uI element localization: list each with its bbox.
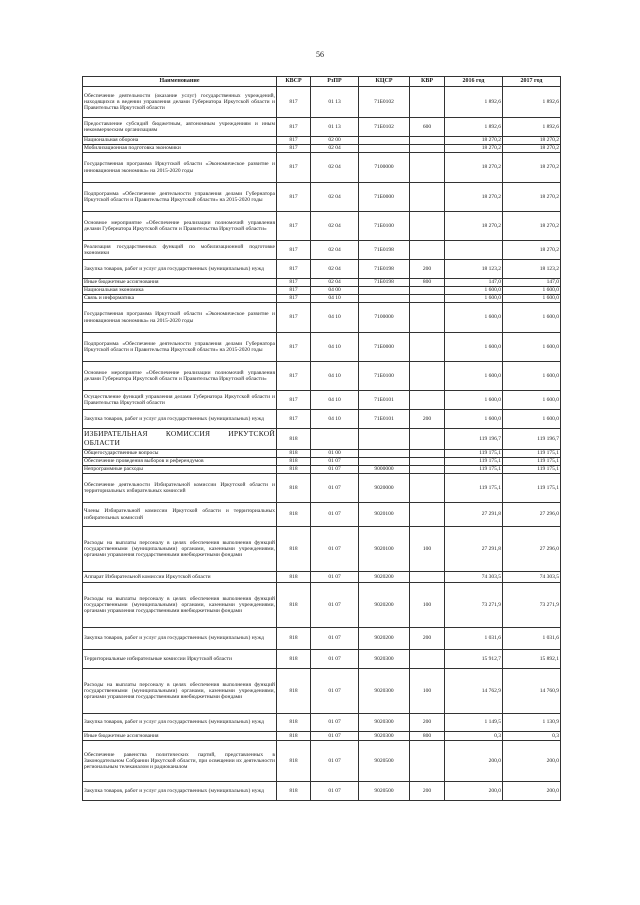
cell-kvsr: 818: [277, 474, 311, 503]
cell-2017: 1 600,0: [503, 295, 561, 303]
cell-2016: 1 600,0: [445, 295, 503, 303]
cell-2017: 18 270,2: [503, 183, 561, 212]
cell-kcsr: 9020000: [359, 474, 410, 503]
table-row: [83, 450, 561, 458]
cell-kcsr: 71Б0101: [359, 410, 410, 429]
cell-kvr: [410, 137, 445, 145]
cell-kvsr: 818: [277, 741, 311, 782]
cell-kcsr: [359, 458, 410, 466]
cell-kvsr: 818: [277, 650, 311, 669]
cell-rzpr: 04 10: [311, 333, 359, 362]
cell-kvr: [410, 287, 445, 295]
cell-rzpr: 01 07: [311, 527, 359, 572]
cell-2017: 18 270,2: [503, 153, 561, 183]
cell-rzpr: 02 04: [311, 279, 359, 287]
cell-rzpr: 02 04: [311, 241, 359, 260]
table-row: [83, 583, 561, 628]
cell-name: Закупка товаров, работ и услуг для государственных (муниципальных) нужд: [83, 782, 277, 801]
cell-kcsr: 7100000: [359, 303, 410, 333]
cell-name: Подпрограмма «Обеспечение деятельности управления делами Губернатора Иркутской области и Правительства Иркутской области» на 2015-2020 годы: [83, 183, 277, 212]
cell-name: Мобилизационная подготовка экономики: [83, 145, 277, 153]
cell-2017: 0,3: [503, 732, 561, 741]
cell-2016: 1 600,0: [445, 410, 503, 429]
cell-2017: 18 270,2: [503, 212, 561, 241]
cell-kcsr: 71Б0100: [359, 362, 410, 391]
cell-kvsr: 818: [277, 527, 311, 572]
budget-table: [82, 76, 561, 801]
cell-name: Осуществление функций управления делами Губернатора Иркутской области и Правительства Иркутской области: [83, 391, 277, 410]
cell-2016: 73 271,9: [445, 583, 503, 628]
page-number: 56: [316, 50, 324, 59]
table-row: [83, 153, 561, 183]
table-row: [83, 287, 561, 295]
cell-rzpr: 04 10: [311, 362, 359, 391]
cell-2016: 1 892,6: [445, 87, 503, 118]
cell-2016: 0,3: [445, 732, 503, 741]
cell-rzpr: 01 07: [311, 458, 359, 466]
cell-2017: 18 123,2: [503, 260, 561, 279]
cell-kvr: [410, 741, 445, 782]
cell-kcsr: [359, 450, 410, 458]
cell-name: Национальная экономика: [83, 287, 277, 295]
cell-kvr: [410, 458, 445, 466]
cell-2016: 200,0: [445, 741, 503, 782]
cell-2016: 18 270,2: [445, 153, 503, 183]
cell-kvr: [410, 391, 445, 410]
cell-kvr: 200: [410, 260, 445, 279]
cell-2016: 119 196,7: [445, 429, 503, 450]
cell-kcsr: 71Б0000: [359, 183, 410, 212]
cell-kcsr: 71Б0101: [359, 391, 410, 410]
cell-2016: 27 291,8: [445, 527, 503, 572]
cell-name: Иные бюджетные ассигнования: [83, 279, 277, 287]
cell-kvr: 600: [410, 118, 445, 137]
cell-name: Закупка товаров, работ и услуг для государственных (муниципальных) нужд: [83, 628, 277, 650]
cell-2016: 1 600,0: [445, 333, 503, 362]
cell-2017: 200,0: [503, 782, 561, 801]
cell-2017: 119 175,1: [503, 474, 561, 503]
cell-2016: 119 175,1: [445, 466, 503, 474]
cell-kvsr: 818: [277, 669, 311, 714]
table-row: [83, 145, 561, 153]
cell-kvsr: 817: [277, 260, 311, 279]
cell-kcsr: 9020300: [359, 669, 410, 714]
cell-kcsr: 9020500: [359, 741, 410, 782]
cell-kcsr: 71Б0198: [359, 241, 410, 260]
cell-kcsr: [359, 137, 410, 145]
cell-kvsr: 817: [277, 362, 311, 391]
table-row: [83, 732, 561, 741]
cell-rzpr: 01 07: [311, 503, 359, 527]
cell-2017: 1 600,0: [503, 362, 561, 391]
cell-name: Закупка товаров, работ и услуг для государственных (муниципальных) нужд: [83, 410, 277, 429]
cell-kvsr: 818: [277, 714, 311, 732]
cell-kvr: [410, 362, 445, 391]
cell-kvr: [410, 212, 445, 241]
cell-kvr: [410, 87, 445, 118]
cell-kvsr: 817: [277, 145, 311, 153]
table-body: [83, 87, 561, 801]
cell-name: Основное мероприятие «Обеспечение реализации полномочий управления делами Губернатора Иркутской области и Правительства Иркутской области»: [83, 212, 277, 241]
cell-kcsr: 9020500: [359, 782, 410, 801]
cell-2016: 74 303,5: [445, 572, 503, 583]
cell-kvr: [410, 333, 445, 362]
cell-rzpr: 01 07: [311, 669, 359, 714]
cell-rzpr: 01 07: [311, 628, 359, 650]
cell-2017: 14 760,9: [503, 669, 561, 714]
cell-name: Обеспечение равенства политических партий, представленных в Законодательном Собрании Иркутской области, при освещении их деятельности региональным телеканалом и радиоканалом: [83, 741, 277, 782]
cell-2016: 1 600,0: [445, 287, 503, 295]
table-row: [83, 527, 561, 572]
cell-kcsr: 9020200: [359, 583, 410, 628]
table-row: [83, 669, 561, 714]
cell-kvsr: 817: [277, 287, 311, 295]
cell-kvr: 800: [410, 732, 445, 741]
cell-2016: 18 270,2: [445, 183, 503, 212]
cell-rzpr: 02 04: [311, 145, 359, 153]
header-2017: 2017 год: [503, 77, 561, 87]
cell-name: Расходы на выплаты персоналу в целях обеспечения выполнения функций государственными (муниципальными) органами, казенными учреждениями, органами управления государственными внебюджетными фондами: [83, 527, 277, 572]
table-row: [83, 183, 561, 212]
header-2016: 2016 год: [445, 77, 503, 87]
cell-name: Иные бюджетные ассигнования: [83, 732, 277, 741]
cell-kvsr: 818: [277, 782, 311, 801]
table-row: [83, 279, 561, 287]
cell-kvr: 100: [410, 527, 445, 572]
cell-kvsr: 818: [277, 572, 311, 583]
cell-2017: 27 296,0: [503, 503, 561, 527]
cell-rzpr: 04 10: [311, 410, 359, 429]
cell-name: Подпрограмма «Обеспечение деятельности управления делами Губернатора Иркутской области и Правительства Иркутской области» на 2015-2020 годы: [83, 333, 277, 362]
cell-name: Обеспечение проведения выборов и референдумов: [83, 458, 277, 466]
cell-kvr: [410, 466, 445, 474]
cell-rzpr: 04 10: [311, 295, 359, 303]
cell-rzpr: [311, 429, 359, 450]
cell-rzpr: 01 07: [311, 583, 359, 628]
table-row: [83, 458, 561, 466]
cell-kvr: [410, 145, 445, 153]
cell-kcsr: 71Б0100: [359, 212, 410, 241]
cell-kvsr: 817: [277, 118, 311, 137]
table-row: [83, 503, 561, 527]
cell-kvr: [410, 572, 445, 583]
cell-2016: 15 912,7: [445, 650, 503, 669]
cell-kvr: [410, 295, 445, 303]
table-row: [83, 429, 561, 450]
cell-2017: 1 130,9: [503, 714, 561, 732]
cell-kvsr: 817: [277, 212, 311, 241]
cell-2017: 27 296,0: [503, 527, 561, 572]
cell-kvsr: 818: [277, 458, 311, 466]
cell-kcsr: 9020100: [359, 503, 410, 527]
cell-2016: 1 600,0: [445, 362, 503, 391]
table-row: [83, 741, 561, 782]
table-row: [83, 137, 561, 145]
cell-kvr: [410, 153, 445, 183]
table-row: [83, 295, 561, 303]
cell-name: Закупка товаров, работ и услуг для государственных (муниципальных) нужд: [83, 260, 277, 279]
cell-kcsr: [359, 145, 410, 153]
cell-name: Основное мероприятие «Обеспечение реализации полномочий управления делами Губернатора Иркутской области и Правительства Иркутской области»: [83, 362, 277, 391]
cell-kvsr: 817: [277, 279, 311, 287]
cell-2016: 18 270,2: [445, 212, 503, 241]
cell-kvsr: 817: [277, 410, 311, 429]
table-row: [83, 628, 561, 650]
cell-2016: 1 892,6: [445, 118, 503, 137]
table-row: [83, 118, 561, 137]
cell-2016: 119 175,1: [445, 474, 503, 503]
table-row: [83, 782, 561, 801]
cell-kvsr: 818: [277, 450, 311, 458]
header-rzpr: РзПР: [311, 77, 359, 87]
table-row: [83, 391, 561, 410]
cell-kvr: [410, 503, 445, 527]
cell-name: Реализация государственных функций по мобилизационной подготовке экономики: [83, 241, 277, 260]
cell-kvsr: 817: [277, 391, 311, 410]
cell-kvsr: 817: [277, 241, 311, 260]
cell-name: Обеспечение деятельности Избирательной комиссии Иркутской области и территориальных избирательных комиссий: [83, 474, 277, 503]
cell-kvr: 200: [410, 410, 445, 429]
cell-2017: 147,0: [503, 279, 561, 287]
table-row: [83, 410, 561, 429]
cell-kcsr: 9020300: [359, 650, 410, 669]
cell-2017: 119 175,1: [503, 458, 561, 466]
cell-2017: 119 175,1: [503, 466, 561, 474]
cell-rzpr: 02 04: [311, 183, 359, 212]
cell-2016: 1 031,6: [445, 628, 503, 650]
cell-rzpr: 01 07: [311, 466, 359, 474]
cell-kvr: 800: [410, 279, 445, 287]
cell-2016: 1 600,0: [445, 303, 503, 333]
cell-2017: 119 196,7: [503, 429, 561, 450]
cell-2017: 18 270,2: [503, 241, 561, 260]
cell-2017: 200,0: [503, 741, 561, 782]
cell-2016: 1 600,0: [445, 391, 503, 410]
cell-name: Аппарат Избирательной комиссии Иркутской области: [83, 572, 277, 583]
cell-kvsr: 818: [277, 583, 311, 628]
cell-kvsr: 818: [277, 466, 311, 474]
cell-2017: 119 175,1: [503, 450, 561, 458]
cell-kcsr: 9020200: [359, 572, 410, 583]
cell-kvr: [410, 241, 445, 260]
cell-2016: 27 291,8: [445, 503, 503, 527]
cell-kvsr: 817: [277, 137, 311, 145]
cell-kcsr: [359, 429, 410, 450]
cell-kvsr: 817: [277, 303, 311, 333]
cell-2017: 15 892,1: [503, 650, 561, 669]
cell-2016: 18 270,2: [445, 137, 503, 145]
cell-name: Общегосударственные вопросы: [83, 450, 277, 458]
table-row: [83, 303, 561, 333]
cell-name: Члены Избирательной комиссии Иркутской области и территориальных избирательных комиссий: [83, 503, 277, 527]
cell-rzpr: 02 04: [311, 260, 359, 279]
cell-kvr: [410, 429, 445, 450]
cell-2017: 1 600,0: [503, 391, 561, 410]
header-kvsr: КВСР: [277, 77, 311, 87]
cell-name: Расходы на выплаты персоналу в целях обеспечения выполнения функций государственными (муниципальными) органами, казенными учреждениями, органами управления государственными внебюджетными фондами: [83, 669, 277, 714]
cell-kvsr: 818: [277, 503, 311, 527]
cell-2017: 1 600,0: [503, 410, 561, 429]
cell-rzpr: 01 07: [311, 650, 359, 669]
cell-rzpr: 02 04: [311, 212, 359, 241]
cell-kcsr: 9020200: [359, 628, 410, 650]
cell-kvsr: 818: [277, 732, 311, 741]
table-row: [83, 260, 561, 279]
cell-kvr: [410, 650, 445, 669]
cell-2017: 18 270,2: [503, 137, 561, 145]
cell-kcsr: 71Б0000: [359, 333, 410, 362]
cell-kvr: 200: [410, 714, 445, 732]
cell-2017: 18 270,2: [503, 145, 561, 153]
cell-2017: 1 892,6: [503, 118, 561, 137]
cell-kcsr: [359, 287, 410, 295]
table-row: [83, 333, 561, 362]
cell-2016: 18 270,2: [445, 145, 503, 153]
cell-rzpr: 02 00: [311, 137, 359, 145]
cell-2016: [445, 241, 503, 260]
table-row: [83, 212, 561, 241]
cell-name: Связь и информатика: [83, 295, 277, 303]
cell-rzpr: 04 10: [311, 391, 359, 410]
cell-2016: 18 123,2: [445, 260, 503, 279]
cell-kvsr: 817: [277, 153, 311, 183]
cell-rzpr: 04 00: [311, 287, 359, 295]
cell-rzpr: 01 07: [311, 782, 359, 801]
cell-2016: 119 175,1: [445, 458, 503, 466]
cell-rzpr: 01 00: [311, 450, 359, 458]
cell-name: Государственная программа Иркутской области «Экономическое развитие и инновационная экономика» на 2015-2020 годы: [83, 153, 277, 183]
cell-name: ИЗБИРАТЕЛЬНАЯ КОМИССИЯ ИРКУТСКОЙ ОБЛАСТИ: [83, 429, 277, 450]
cell-kcsr: 9020300: [359, 732, 410, 741]
cell-kcsr: 71Б0102: [359, 87, 410, 118]
cell-rzpr: 01 07: [311, 741, 359, 782]
cell-2016: 1 149,5: [445, 714, 503, 732]
cell-name: Обеспечение деятельности (оказание услуг) государственных учреждений, находящихся в ведении управления делами Губернатора Иркутской области и Правительства Иркутской области: [83, 87, 277, 118]
cell-kcsr: 71Б0198: [359, 279, 410, 287]
cell-kvr: [410, 450, 445, 458]
cell-kcsr: 71Б0102: [359, 118, 410, 137]
header-kcsr: КЦСР: [359, 77, 410, 87]
cell-name: Закупка товаров, работ и услуг для государственных (муниципальных) нужд: [83, 714, 277, 732]
cell-name: Предоставление субсидий бюджетным, автономным учреждениям и иным некоммерческим организациям: [83, 118, 277, 137]
cell-kvsr: 818: [277, 628, 311, 650]
cell-2016: 200,0: [445, 782, 503, 801]
cell-2017: 1 600,0: [503, 287, 561, 295]
header-name: Наименование: [83, 77, 277, 87]
cell-2017: 74 303,5: [503, 572, 561, 583]
cell-kvsr: 817: [277, 295, 311, 303]
cell-kcsr: 71Б0198: [359, 260, 410, 279]
cell-kvsr: 818: [277, 429, 311, 450]
cell-rzpr: 02 04: [311, 153, 359, 183]
cell-2016: 14 762,9: [445, 669, 503, 714]
cell-kvr: [410, 303, 445, 333]
cell-name: Государственная программа Иркутской области «Экономическое развитие и инновационная экономика» на 2015-2020 годы: [83, 303, 277, 333]
cell-rzpr: 01 13: [311, 87, 359, 118]
cell-name: Территориальные избирательные комиссии Иркутской области: [83, 650, 277, 669]
table-row: [83, 650, 561, 669]
cell-rzpr: 01 07: [311, 732, 359, 741]
cell-name: Расходы на выплаты персоналу в целях обеспечения выполнения функций государственными (муниципальными) органами, казенными учреждениями, органами управления государственными внебюджетными фондами: [83, 583, 277, 628]
cell-kvr: [410, 183, 445, 212]
cell-rzpr: 01 07: [311, 572, 359, 583]
cell-rzpr: 04 10: [311, 303, 359, 333]
cell-2017: 73 271,9: [503, 583, 561, 628]
cell-rzpr: 01 07: [311, 474, 359, 503]
cell-kvsr: 817: [277, 333, 311, 362]
cell-kcsr: [359, 295, 410, 303]
cell-2016: 147,0: [445, 279, 503, 287]
cell-kcsr: 7100000: [359, 153, 410, 183]
cell-kcsr: 9000000: [359, 466, 410, 474]
table-row: [83, 466, 561, 474]
cell-kvr: [410, 474, 445, 503]
table-row: [83, 474, 561, 503]
table-row: [83, 87, 561, 118]
table-row: [83, 362, 561, 391]
cell-kvr: 200: [410, 782, 445, 801]
cell-kvr: 200: [410, 628, 445, 650]
cell-2017: 1 892,6: [503, 87, 561, 118]
cell-kvr: 100: [410, 583, 445, 628]
cell-kvsr: 817: [277, 87, 311, 118]
cell-kvr: 100: [410, 669, 445, 714]
cell-kvsr: 817: [277, 183, 311, 212]
cell-rzpr: 01 13: [311, 118, 359, 137]
cell-2017: 1 600,0: [503, 303, 561, 333]
cell-kcsr: 9020300: [359, 714, 410, 732]
table-row: [83, 714, 561, 732]
cell-2016: 119 175,1: [445, 450, 503, 458]
cell-2017: 1 031,6: [503, 628, 561, 650]
cell-name: Непрограммные расходы: [83, 466, 277, 474]
cell-name: Национальная оборона: [83, 137, 277, 145]
table-row: [83, 572, 561, 583]
table-row: [83, 241, 561, 260]
cell-kcsr: 9020100: [359, 527, 410, 572]
cell-rzpr: 01 07: [311, 714, 359, 732]
table-header-row: [83, 77, 561, 87]
header-kvr: КВР: [410, 77, 445, 87]
cell-2017: 1 600,0: [503, 333, 561, 362]
